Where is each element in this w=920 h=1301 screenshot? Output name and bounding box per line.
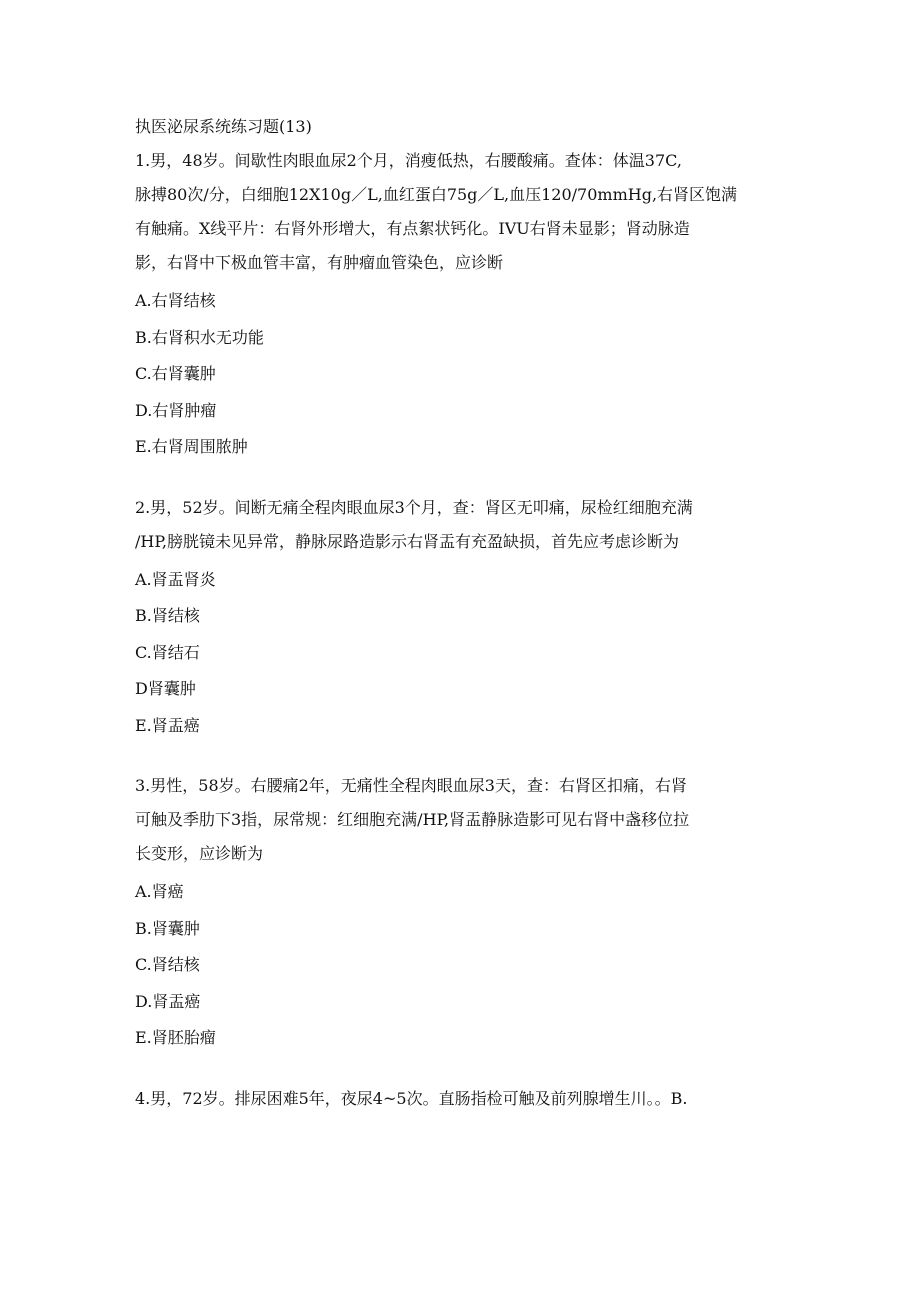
stem-line: /HP,膀胱镜未见异常，静脉尿路造影示右肾盂有充盈缺损，首先应考虑诊断为 [135,531,679,551]
question-1 [135,144,787,466]
question-stem [135,491,787,559]
question-3 [135,769,787,1057]
option-list [135,874,787,1057]
question-stem [135,1082,787,1116]
option-list [135,562,787,745]
option-b: B.肾结核 [135,606,200,625]
option-e: E.右肾周围脓肿 [135,437,248,456]
option-b: B.肾囊肿 [135,918,200,938]
document-content [135,112,787,1116]
stem-line: 2.男，52岁。间断无痛全程肉眼血尿3个月，查：肾区无叩痛，尿检红细胞充满 [135,497,693,517]
stem-line: 3.男性，58岁。右腰痛2年，无痛性全程肉眼血尿3天，查：右肾区扣痛，右肾 [135,776,687,795]
stem-line: 4.男，72岁。排尿困难5年，夜尿4~5次。直肠指检可触及前列腺增生川。。B. [135,1088,688,1108]
question-2 [135,491,787,745]
option-a: A.右肾结核 [135,291,216,310]
stem-line: 可触及季肋下3指，尿常规：红细胞充满/HP,肾盂静脉造影可见右肾中盏移位拉 [135,810,690,829]
question-stem [135,769,787,871]
stem-line: 有触痛。X线平片：右肾外形增大，有点絮状钙化。IVU右肾未显影；肾动脉造 [135,219,690,238]
stem-line: 长变形，应诊断为 [135,844,264,863]
stem-line: 脉搏80次/分，白细胞12X10g／L,血红蛋白75g／L,血压120/70mmHg,右肾区饱满 [135,185,738,204]
option-c: C.肾结核 [135,955,200,974]
option-e: E.肾胚胎瘤 [135,1028,216,1047]
option-b: B.右肾积水无功能 [135,327,264,347]
document-title: 执医泌尿系统练习题(13) [135,117,312,136]
question-stem [135,144,787,280]
option-a: A.肾盂肾炎 [135,569,216,589]
option-c: C.右肾囊肿 [135,364,216,383]
option-d: D肾囊肿 [135,679,196,698]
option-c: C.肾结石 [135,642,200,662]
option-d: D.肾盂癌 [135,991,201,1011]
stem-line: 影，右肾中下极血管丰富，有肿瘤血管染色，应诊断 [135,253,504,272]
question-4 [135,1082,787,1116]
option-a: A.肾癌 [135,882,184,901]
option-list [135,283,787,466]
option-d: D.右肾肿瘤 [135,400,217,420]
stem-line: 1.男，48岁。间歇性肉眼血尿2个月，消瘦低热，右腰酸痛。查体：体温37C, [135,151,682,170]
option-e: E.肾盂癌 [135,715,200,735]
